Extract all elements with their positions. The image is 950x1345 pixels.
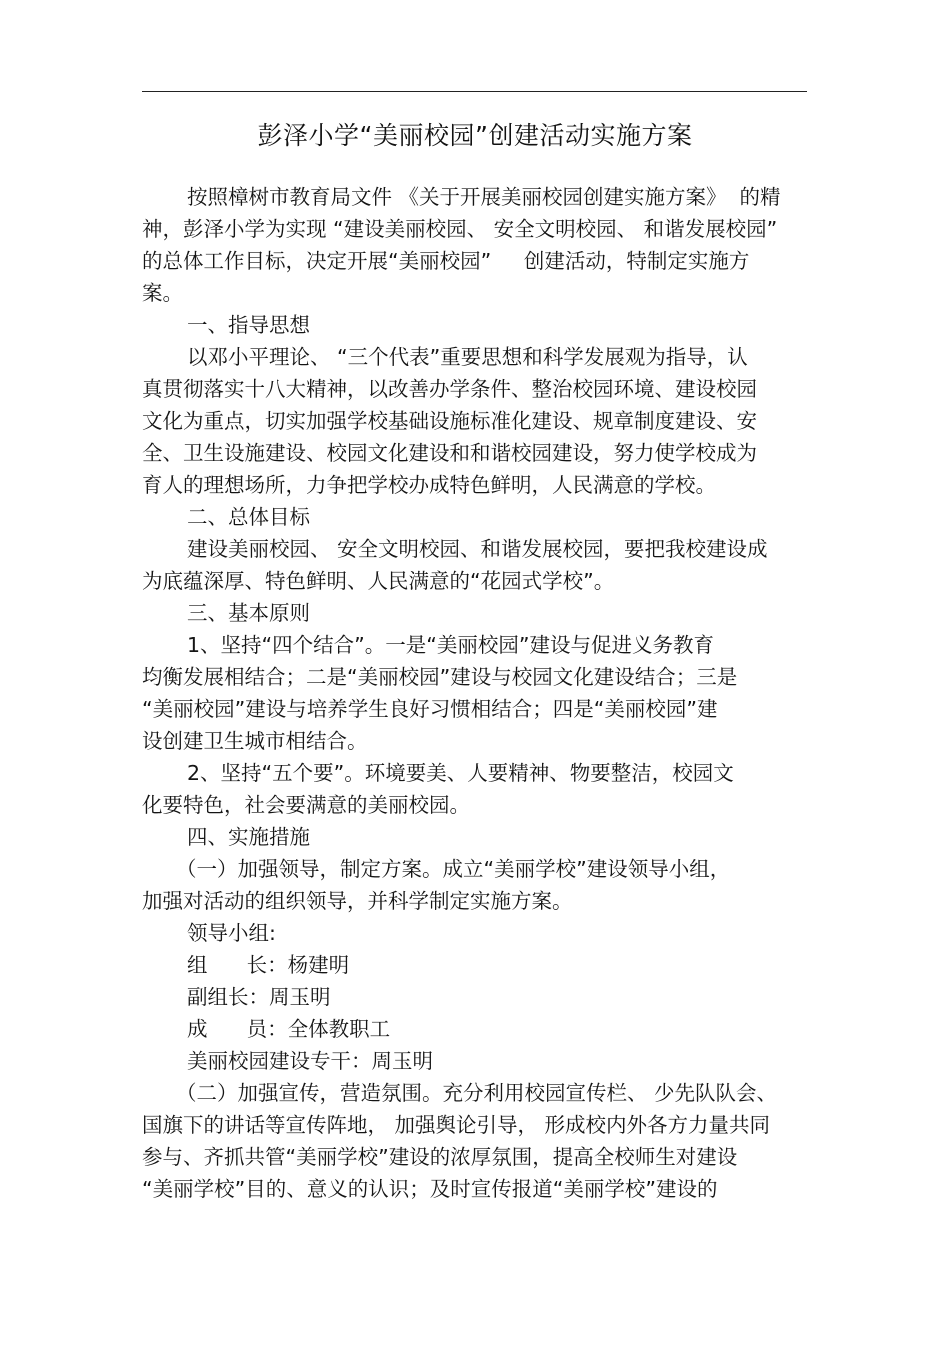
paragraph-line: 文化为重点，切实加强学校基础设施标准化建设、规章制度建设、安	[142, 409, 757, 433]
paragraph-line: 成 员：全体教职工	[187, 1017, 391, 1041]
paragraph-line: 为底蕴深厚、特色鲜明、人民满意的“花园式学校”。	[142, 569, 615, 593]
paragraph-line: “美丽校园”建设与培养学生良好习惯相结合；四是“美丽校园”建	[142, 697, 718, 721]
paragraph-line: 副组长：周玉明	[187, 985, 331, 1009]
section-heading: 四、实施措施	[187, 825, 310, 849]
paragraph-line: 均衡发展相结合；二是“美丽校园”建设与校园文化建设结合；三是	[142, 665, 738, 689]
paragraph-line: 神，彭泽小学为实现 “建设美丽校园、 安全文明校园、 和谐发展校园”	[142, 217, 778, 241]
paragraph-line: 的总体工作目标，决定开展“美丽校园” 创建活动，特制定实施方	[142, 249, 750, 273]
paragraph-line: （一）加强领导，制定方案。成立“美丽学校”建设领导小组，	[176, 857, 731, 881]
paragraph-line: 加强对活动的组织领导，并科学制定实施方案。	[142, 889, 573, 913]
paragraph-line: 2、坚持“五个要”。环境要美、人要精神、物要整洁，校园文	[187, 761, 734, 785]
section-heading: 三、基本原则	[187, 601, 310, 625]
paragraph-line: 真贯彻落实十八大精神，以改善办学条件、整治校园环境、建设校园	[142, 377, 757, 401]
paragraph-line: 育人的理想场所，力争把学校办成特色鲜明，人民满意的学校。	[142, 473, 716, 497]
paragraph-line: 以邓小平理论、 “三个代表”重要思想和科学发展观为指导，认	[187, 345, 748, 369]
paragraph-line: 国旗下的讲话等宣传阵地， 加强舆论引导， 形成校内外各方力量共同	[142, 1113, 771, 1137]
paragraph-line: 1、坚持“四个结合”。一是“美丽校园”建设与促进义务教育	[187, 633, 715, 657]
paragraph-line: 设创建卫生城市相结合。	[142, 729, 368, 753]
paragraph-line: 化要特色，社会要满意的美丽校园。	[142, 793, 470, 817]
paragraph-line: 参与、齐抓共管“美丽学校”建设的浓厚氛围，提高全校师生对建设	[142, 1145, 738, 1169]
paragraph-line: 按照樟树市教育局文件 《关于开展美丽校园创建实施方案》 的精	[187, 185, 781, 209]
paragraph-line: 全、卫生设施建设、校园文化建设和和谐校园建设，努力使学校成为	[142, 441, 757, 465]
paragraph-line: （二）加强宣传，营造氛围。充分利用校园宣传栏、 少先队队会、	[176, 1081, 778, 1105]
paragraph-line: 美丽校园建设专干：周玉明	[187, 1049, 433, 1073]
document-title: 彭泽小学“美丽校园”创建活动实施方案	[257, 121, 693, 150]
paragraph-line: 组 长：杨建明	[187, 953, 350, 977]
paragraph-line: 建设美丽校园、 安全文明校园、和谐发展校园，要把我校建设成	[187, 537, 768, 561]
paragraph-line: 案。	[142, 281, 183, 305]
section-heading: 二、总体目标	[187, 505, 310, 529]
document-body	[142, 181, 807, 1205]
section-heading: 一、指导思想	[187, 313, 310, 337]
header-rule	[142, 91, 807, 92]
paragraph-line: 领导小组:	[187, 921, 276, 945]
paragraph-line: “美丽学校”目的、意义的认识；及时宣传报道“美丽学校”建设的	[142, 1177, 718, 1201]
